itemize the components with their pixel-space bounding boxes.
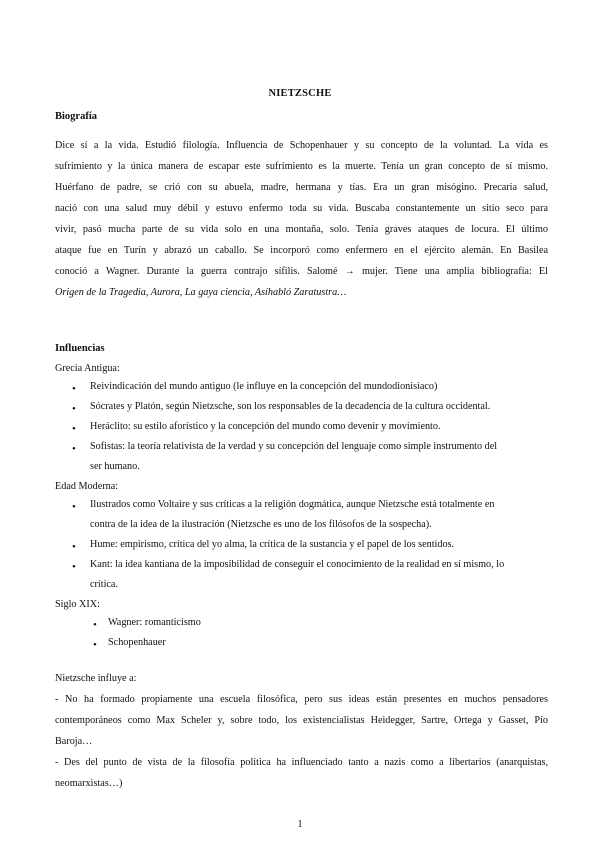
bio-line-1: Dice sí a la vida. Estudió filología. Influencia de Schopenhauer y su concepto de la voluntad. La vida es: [55, 140, 548, 151]
influye-label: Nietzsche influye a:: [55, 673, 137, 684]
bio-line-2: sufrimiento y la única manera de escapar este sufrimiento es la muerte. Tenía un gran concepto de sí mismo.: [55, 161, 548, 172]
biografia-heading: Biografía: [55, 111, 97, 122]
influye-p1-line-1: - No ha formado propiamente una escuela filosófica, pero sus ideas están presentes en muchos pensadores: [55, 694, 548, 705]
grecia-item-1: Reivindicación del mundo antiguo (le influye en la concepción del mundodionisíaco): [90, 381, 438, 392]
bullet-icon: •: [72, 383, 76, 395]
sigloxix-item-2: Schopenhauer: [108, 637, 166, 648]
moderna-item-3: Kant: la idea kantiana de la imposibilidad de conseguir el conocimiento de la realidad en sí mismo, lo: [90, 559, 505, 570]
influye-p2-line-1: - Des del punto de vista de la filosofía política ha influenciado tanto a nazis como a libertarios (anarquistas,: [55, 757, 548, 768]
bullet-icon: •: [72, 541, 76, 553]
bullet-icon: •: [93, 639, 97, 651]
influye-p1-line-3: Baroja…: [55, 736, 93, 747]
bio-line-7: conoció a Wagner. Durante la guerra contrajo sífilis. Salomé → mujer. Tiene una amplia bibliografía: El: [55, 266, 548, 277]
influencias-heading: Influencias: [55, 343, 105, 354]
sigloxix-item-1: Wagner: romanticismo: [108, 617, 201, 628]
moderna-item-2: Hume: empirismo, crítica del yo alma, la crítica de la sustancia y el papel de los sentidos.: [90, 539, 455, 550]
bullet-icon: •: [72, 561, 76, 573]
moderna-label: Edad Moderna:: [55, 481, 119, 492]
page-number: 1: [297, 819, 303, 830]
bio-line-5: vivir, pasó mucha parte de su vida solo en una montaña, solo. Tenía graves ataques de locura. El último: [55, 224, 548, 235]
grecia-item-3: Heráclito: su estilo aforístico y la concepción del mundo como devenir y movimiento.: [90, 421, 441, 432]
bullet-icon: •: [72, 403, 76, 415]
influye-p1-line-2: contemporáneos como Max Scheler y, sobre todo, los existencialistas Heidegger, Sartre, Ortega y Gasset, Pío: [55, 715, 548, 726]
moderna-item-1: Ilustrados como Voltaire y sus críticas a la religión dogmática, aunque Nietzsche está totalmente en: [90, 499, 495, 510]
page-title: NIETZSCHE: [268, 88, 332, 99]
bullet-icon: •: [72, 443, 76, 455]
bullet-icon: •: [93, 619, 97, 631]
grecia-item-4: Sofistas: la teoría relativista de la verdad y su concepción del lenguaje como simple instrumento del: [90, 441, 498, 452]
grecia-item-4-cont: ser humano.: [90, 461, 140, 472]
bullet-icon: •: [72, 423, 76, 435]
moderna-item-1-cont: contra de la idea de la ilustración (Nietzsche es uno de los filósofos de la sospecha).: [90, 519, 432, 530]
grecia-item-2: Sócrates y Platón, según Nietzsche, son los responsables de la decadencia de la cultura occidental.: [90, 401, 491, 412]
bullet-icon: •: [72, 501, 76, 513]
influye-p2-line-2: neomarxistas…): [55, 778, 123, 789]
bio-line-3: Huérfano de padre, se crió con su abuela, madre, hermana y tías. Era un gran misógino. Precaria salud,: [55, 182, 548, 193]
bio-bibliography-line: Origen de la Tragedia, Aurora, La gaya ciencia, Asíhabló Zaratustra…: [55, 287, 347, 298]
bio-line-6: ataque fue en Turín y abrazó un caballo. Se incorporó como enfermero en el ejército alemán. En Basilea: [55, 245, 548, 256]
sigloxix-label: Siglo XIX:: [55, 599, 100, 610]
grecia-label: Grecia Antigua:: [55, 363, 120, 374]
bio-line-4: nació con una salud muy débil y estuvo enfermo toda su vida. Buscaba constantemente un sitio seco para: [55, 203, 548, 214]
moderna-item-3-cont: crítica.: [90, 579, 118, 590]
